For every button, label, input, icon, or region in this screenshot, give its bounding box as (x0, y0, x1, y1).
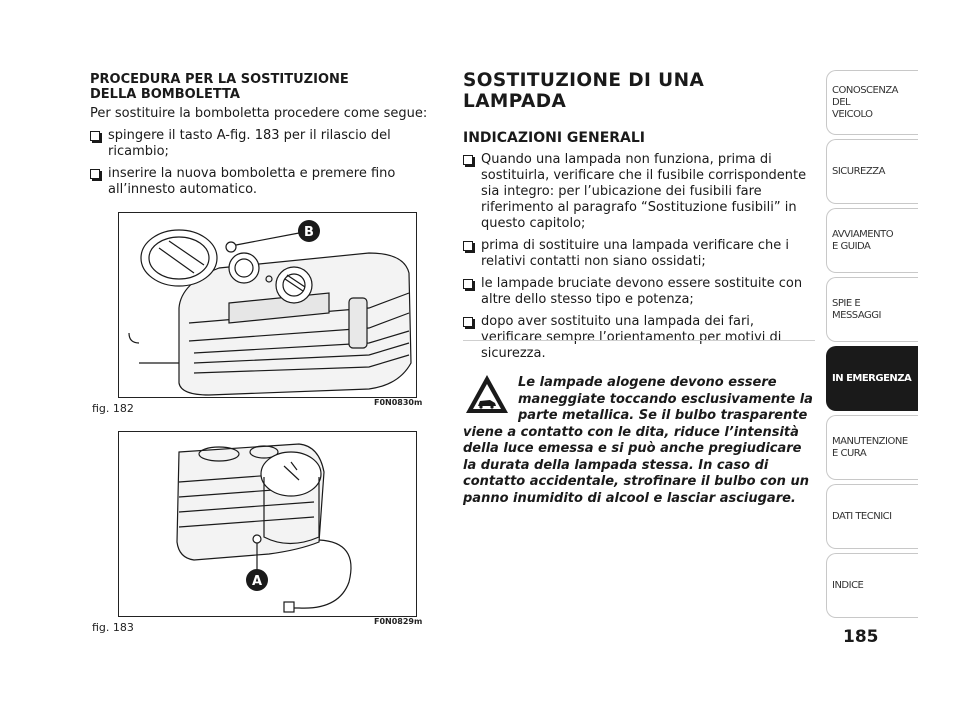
left-column (90, 72, 440, 204)
procedure-heading: PROCEDURA PER LA SOSTITUZIONE DELLA BOMBOLETTA (90, 72, 349, 102)
bullet-text: inserire la nuova bomboletta e premere fino all’innesto automatico. (108, 166, 396, 197)
bullet-text: spingere il tasto A-fig. 183 per il rilascio del ricambio; (108, 128, 391, 159)
callout-b: B (304, 225, 314, 240)
fig-183-label: fig. 183 (92, 621, 134, 634)
fig-182-label: fig. 182 (92, 402, 134, 415)
tab-label: SPIE E MESSAGGI (832, 297, 881, 321)
list-item (463, 238, 813, 270)
callout-a: A (251, 574, 263, 589)
compressor-top-illustration (119, 213, 416, 397)
tab-label: CONOSCENZA DEL VEICOLO (832, 84, 899, 120)
tab-label: DATI TECNICI (832, 510, 892, 522)
procedure-bullets (90, 128, 440, 198)
checkbox-bullet-icon (463, 241, 473, 251)
bullet-text: Quando una lampada non funziona, prima di sostituirla, verificare che il fusibile corrispondente sia integro: per l’ubicazione dei fusibili fare riferimento al paragrafo “Sostituzione fusibili” in questo capitolo; (481, 152, 807, 231)
compressor-side-illustration (119, 432, 416, 616)
list-item (463, 276, 813, 308)
tab-conoscenza-del-veicolo[interactable] (826, 70, 918, 135)
lamp-bullets (463, 152, 813, 362)
checkbox-bullet-icon (90, 169, 100, 179)
chapter-tabs (826, 70, 918, 622)
tab-label: IN EMERGENZA (832, 372, 912, 384)
tab-indice[interactable] (826, 553, 918, 618)
checkbox-bullet-icon (463, 155, 473, 165)
bullet-text: le lampade bruciate devono essere sostituite con altre dello stesso tipo e potenza; (481, 276, 803, 307)
page-number: 185 (843, 627, 879, 647)
tab-sicurezza[interactable] (826, 139, 918, 204)
tab-label: AVVIAMENTO E GUIDA (832, 228, 894, 252)
checkbox-bullet-icon (463, 279, 473, 289)
list-item (90, 166, 440, 198)
warning-text: Le lampade alogene devono essere maneggiate toccando esclusivamente la parte metallica. Se il bulbo trasparente viene a contatto con le dita, riduce l’intensità della luce emessa e si può anche pregiudicare la durata della lampada stessa. In caso di contatto accidentale, strofinare il bulbo con un panno inumidito di alcool e lasciar asciugare. (463, 375, 813, 506)
page-title: SOSTITUZIONE DI UNA LAMPADA (463, 70, 705, 112)
section-divider (463, 340, 815, 341)
bullet-text: prima di sostituire una lampada verificare che i relativi contatti non siano ossidati; (481, 238, 789, 269)
tab-manutenzione-e-cura[interactable] (826, 415, 918, 480)
figure-182 (118, 212, 417, 398)
right-column (463, 70, 813, 368)
checkbox-bullet-icon (463, 317, 473, 327)
list-item (463, 314, 813, 362)
warning-box (463, 375, 813, 507)
checkbox-bullet-icon (90, 131, 100, 141)
tab-dati-tecnici[interactable] (826, 484, 918, 549)
tab-label: MANUTENZIONE E CURA (832, 435, 908, 459)
list-item (463, 152, 813, 232)
tab-label: SICUREZZA (832, 165, 885, 177)
fig-182-code: F0N0830m (374, 398, 423, 407)
tab-spie-e-messaggi[interactable] (826, 277, 918, 342)
tab-avviamento-e-guida[interactable] (826, 208, 918, 273)
bullet-text: dopo aver sostituito una lampada dei fari, verificare sempre l’orientamento per motivi di sicurezza. (481, 314, 782, 361)
section-subtitle: INDICAZIONI GENERALI (463, 130, 646, 146)
fig-183-code: F0N0829m (374, 617, 423, 626)
list-item (90, 128, 440, 160)
figure-183 (118, 431, 417, 617)
warning-triangle-car-icon (464, 373, 510, 415)
procedure-intro: Per sostituire la bomboletta procedere come segue: (90, 106, 428, 121)
tab-label: INDICE (832, 579, 864, 591)
tab-in-emergenza[interactable] (826, 346, 918, 411)
